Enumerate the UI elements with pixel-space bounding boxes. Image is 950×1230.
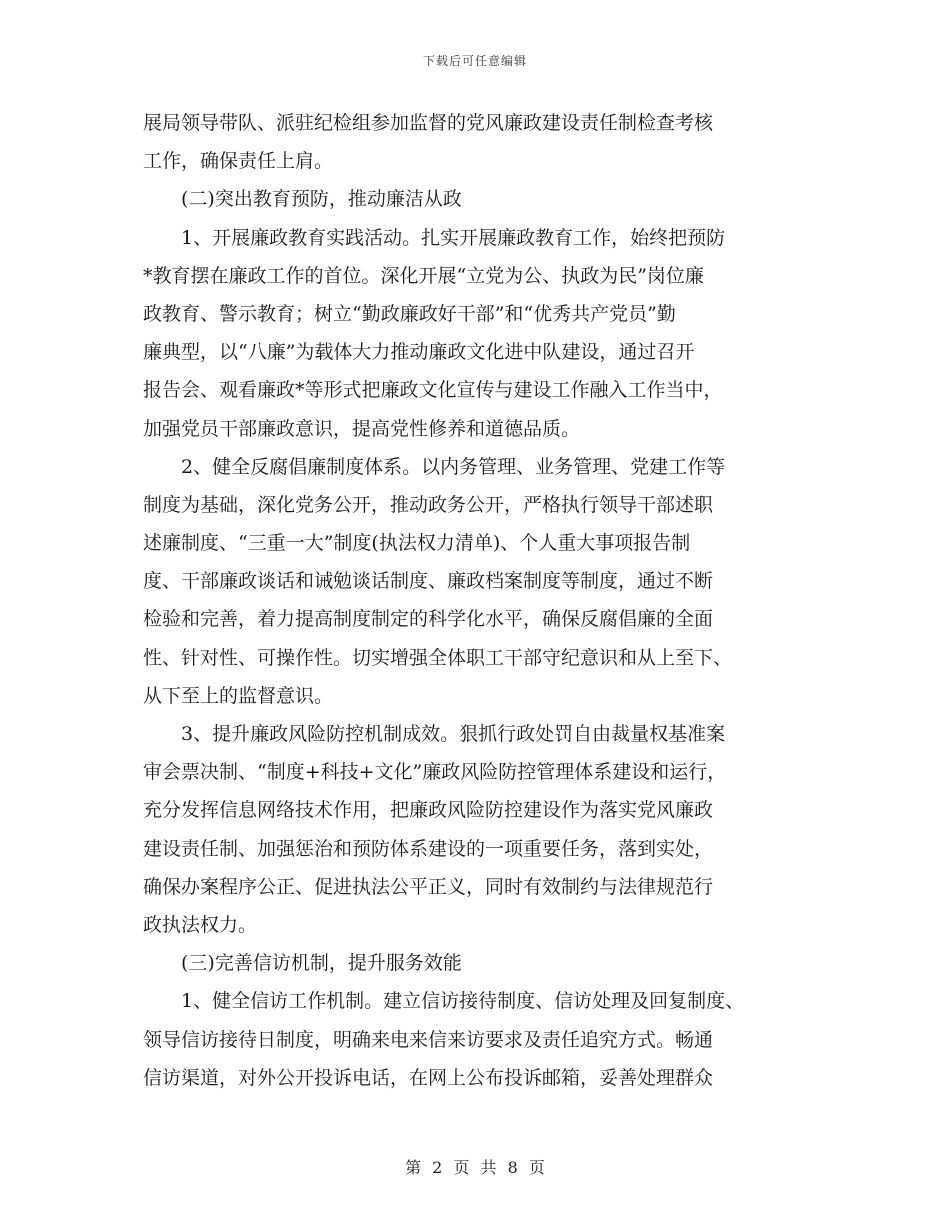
- text-line: 建设责任制、加强惩治和预防体系建设的一项重要任务，落到实处，: [143, 837, 714, 860]
- text-line: 政执法权力。: [143, 913, 258, 936]
- text-line: 加强党员干部廉政意识，提高党性修养和道德品质。: [143, 417, 581, 440]
- text-line: 工作，确保责任上肩。: [143, 150, 334, 173]
- text-line: 2、健全反腐倡廉制度体系。以内务管理、业务管理、党建工作等: [143, 455, 726, 478]
- text-line: 3、提升廉政风险防控机制成效。狠抓行政处罚自由裁量权基准案: [143, 723, 726, 745]
- text-line: 检验和完善，着力提高制度制定的科学化水平，确保反腐倡廉的全面: [143, 608, 714, 631]
- text-line: 1、开展廉政教育实践活动。扎实开展廉政教育工作，始终把预防: [143, 226, 726, 249]
- text-line: 充分发挥信息网络技术作用，把廉政风险防控建设作为落实党风廉政: [143, 799, 714, 822]
- page-header-note: 下载后可任意编辑: [422, 54, 527, 68]
- text-line: 述廉制度、“三重一大”制度(执法权力清单)、个人重大事项报告制: [143, 532, 691, 555]
- text-line: 审会票决制、“制度+科技+文化”廉政风险防控管理体系建设和运行，: [143, 761, 727, 784]
- section-heading: (三)完善信访机制，提升服务效能: [143, 952, 462, 975]
- text-line: 性、针对性、可操作性。切实增强全体职工干部守纪意识和从上至下、: [143, 646, 733, 669]
- text-line: 政教育、警示教育；树立“勤政廉政好干部”和“优秀共产党员”勤: [143, 302, 676, 325]
- text-line: 1、健全信访工作机制。建立信访接待制度、信访处理及回复制度、: [143, 990, 745, 1013]
- section-heading: (二)突出教育预防，推动廉洁从政: [143, 188, 462, 211]
- text-line: 制度为基础，深化党务公开，推动政务公开，严格执行领导干部述职: [143, 493, 714, 516]
- text-line: 报告会、观看廉政*等形式把廉政文化宣传与建设工作融入工作当中，: [143, 379, 723, 402]
- text-line: 信访渠道，对外公开投诉电话，在网上公布投诉邮箱，妥善处理群众: [143, 1066, 714, 1089]
- text-line: 展局领导带队、派驻纪检组参加监督的党风廉政建设责任制检查考核: [143, 112, 714, 134]
- page-number: 第 2 页 共 8 页: [405, 1158, 545, 1177]
- document-body: [143, 104, 813, 1097]
- text-line: *教育摆在廉政工作的首位。深化开展“立党为公、执政为民”岗位廉: [143, 264, 704, 287]
- text-line: 度、干部廉政谈话和诫勉谈话制度、廉政档案制度等制度，通过不断: [143, 570, 714, 593]
- text-line: 领导信访接待日制度，明确来电来信来访要求及责任追究方式。畅通: [143, 1028, 714, 1051]
- text-line: 从下至上的监督意识。: [143, 684, 334, 707]
- text-line: 确保办案程序公正、促进执法公平正义，同时有效制约与法律规范行: [143, 875, 714, 898]
- text-line: 廉典型，以“八廉”为载体大力推动廉政文化进中队建设，通过召开: [143, 341, 695, 364]
